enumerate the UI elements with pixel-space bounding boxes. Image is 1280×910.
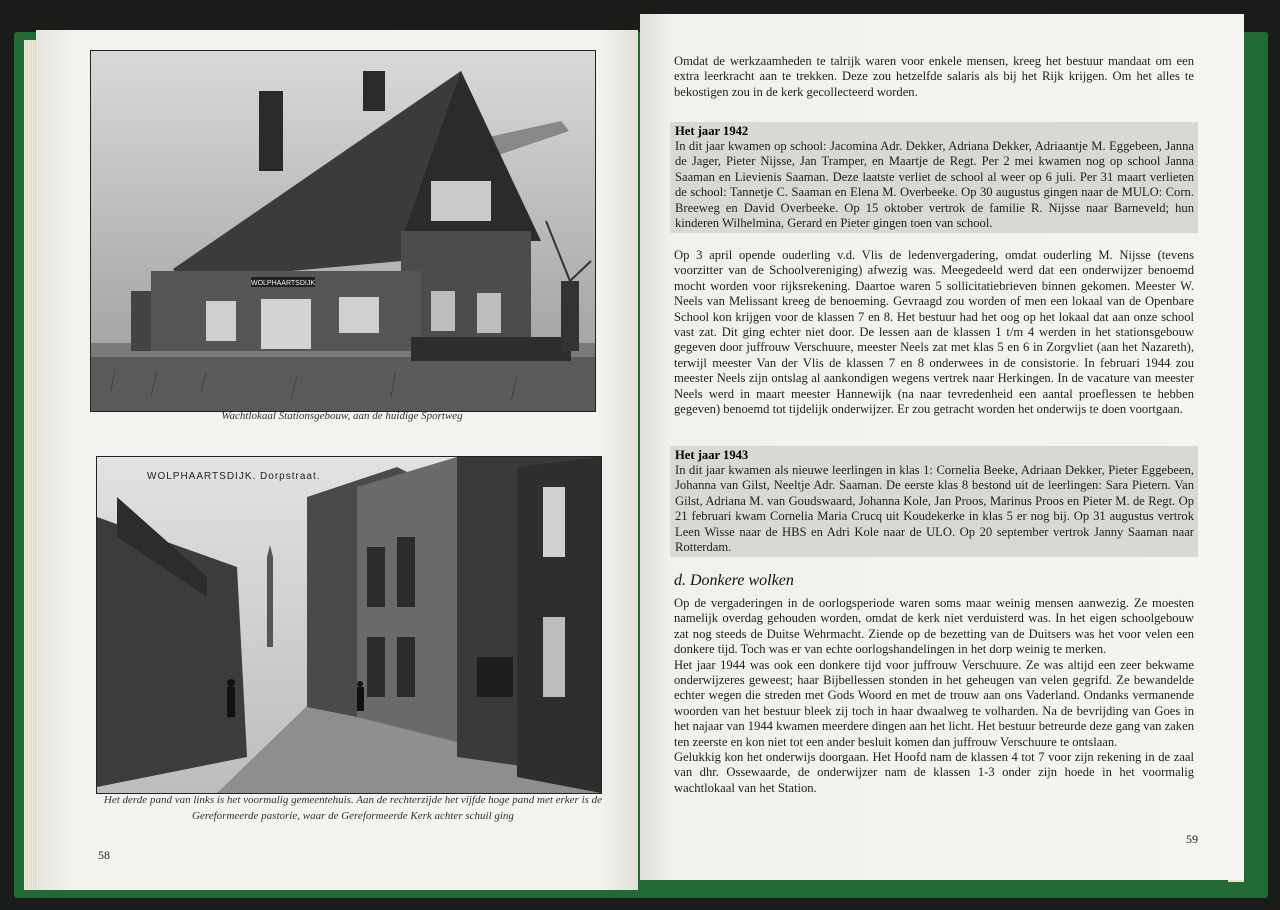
section-d-body [674,596,1194,796]
left-page-number: 58 [98,848,110,862]
dorpstraat-photo-caption: Het derde pand van links is het voormalig gemeentehuis. Aan de rechterzijde het vijfde hoge pand met erker is de Gereformeerde pastorie, waar de Gereformeerde Kerk achter schuil ging [103,794,603,822]
year-1942-box [670,122,1198,233]
station-photo-caption: Wachtlokaal Stationsgebouw, aan de huidige Sportweg [221,410,463,422]
right-page [640,14,1244,880]
left-page [36,30,638,890]
intro-text: Omdat de werkzaamheden te talrijk waren voor enkele mensen, kreeg het bestuur mandaat om een extra leerkracht aan te trekken. Deze zou hetzelfde salaris als bij het Rijk krijgen. Om het alles te bekostigen zou in de kerk gecollecteerd worden. [674,54,1194,99]
section-d-paragraph-2: Het jaar 1944 was ook een donkere tijd voor juffrouw Verschuure. Ze was altijd een zeer bekwame onderwijzeres geweest; haar Bijbellessen stonden in het geheugen van velen gegrifd. Ze bewandelde echter wegen die streden met Gods Woord en met de trouw aan ons Vaderland. Ondanks vermanende woorden van het bestuur bleek zij toch in haar dwaalweg te volharden. Na de bevrijding van Goes in het najaar van 1944 kwamen meerdere dingen aan het licht. Het bestuur betreurde deze gang van zaken ten zeerste en kon niet tot een ander besluit komen dan juffrouw Verschuure te ontslaan. [674,657,1194,749]
dorpstraat-overlay-title: WOLPHAARTSDIJK. Dorpstraat. [147,471,321,482]
year-1942-title: Het jaar 1942 [675,124,749,138]
year-1943-box [670,446,1198,557]
dorpstraat-photo [96,456,602,794]
station-building-illustration [91,51,595,411]
year-1943-title: Het jaar 1943 [675,448,749,462]
intro-paragraph [674,54,1194,100]
body-1942 [674,248,1194,417]
section-d-paragraph-1: Op de vergaderingen in de oorlogsperiode waren soms maar weinig mensen aanwezig. Ze moesten namelijk overdag gehouden worden, omdat de kerk niet verduisterd was. In het eigen schoolgebouw zat nog steeds de Duitse Wehrmacht. Ziende op de bezetting van de Duitsers was het voor velen een donkere tijd. Toch was er van echte oorlogshandelingen in het dorp weinig te merken. [674,596,1194,657]
station-sign: WOLPHAARTSDIJK [250,280,316,287]
dorpstraat-illustration [97,457,601,793]
section-d-paragraph-3: Gelukkig kon het onderwijs doorgaan. Het Hoofd nam de klassen 4 tot 7 voor zijn rekening in de zaal van dhr. Ossewaarde, de onderwijzer nam de klassen 1-3 onder zijn hoede in het voormalig wachtlokaal van het Station. [674,750,1194,795]
section-heading: d. Donkere wolken [674,572,794,589]
body-1942-text: Op 3 april opende ouderling v.d. Vlis de ledenvergadering, omdat ouderling M. Nijsse (tevens voorzitter van de Schoolvereniging) afwezig was. Meegedeeld werd dat een onderwijzer benoemd mocht worden voor rijksrekening. Daartoe waren 5 sollicitatiebrieven binnen gekomen. Meester W. Neels van Melissant kreeg de benoeming. Gevraagd zou worden of men een lokaal van de Openbare School kon krijgen voor de klassen 7 en 8. Het bestuur had het oog op het lokaal dat aan onze school vast zat. Dit ging echter niet door. De lessen aan de klassen 1 t/m 4 werden in het stationsgebouw gegeven door juffrouw Verschuure, meester Neels zat met klas 5 en 6 in Zorgvliet (aan het Nazareth), terwijl meester Van der Vlis de klassen 7 en 8 onderwees in de consistorie. In februari 1944 zou meester Neels zijn ontslag al aankondigen wegens vertrek naar Herkingen. In de vacature van meester Neels werd in maart meester Hannewijk (na naar tevredenheid een aantal proeflessen te hebben gegeven) benoemd tot tijdelijk onderwijzer. Er zou getracht worden het onderwijs te doen voortgaan. [674,248,1194,417]
station-building-photo [90,50,596,412]
right-page-number: 59 [1186,832,1198,846]
year-1943-text: In dit jaar kwamen als nieuwe leerlingen in klas 1: Cornelia Beeke, Adriaan Dekker, Pieter Eggebeen, Johanna van Gilst, Neeltje Adr. Saaman. De eerste klas 8 bestond uit de leerlingen: Sara Pietern. Van Gilst, Adriana M. van Goudswaard, Johanna Kole, Jan Proos, Marinus Proos en Pieter M. de Regt. Op 21 februari kwam Cornelia Maria Crucq uit Koudekerke in klas 5 er nog bij. Op 31 augustus vertrok Leen Wisse naar de HBS en Adri Kole naar de ULO. Op 20 september vertrok Janny Saaman naar Rotterdam. [675,463,1194,555]
year-1942-text: In dit jaar kwamen op school: Jacomina Adr. Dekker, Adriana Dekker, Adriaantje M. Eggebeen, Janna de Jager, Pieter Nijsse, Jan Tramper, en Maartje de Regt. Per 2 mei kwamen nog op school Janna Saaman en Lievienis Saaman. Deze laatste verliet de school al weer op 6 juli. Per 31 maart verlieten de school: Tannetje C. Saaman en Elena M. Overbeeke. Op 30 augustus gingen naar de MULO: Corn. Breeweg en David Overbeeke. Op 15 oktober vertrok de familie R. Nijsse naar Barneveld; hun kinderen Wilhelmina, Gerard en Pieter gingen toen van school. [675,139,1194,231]
